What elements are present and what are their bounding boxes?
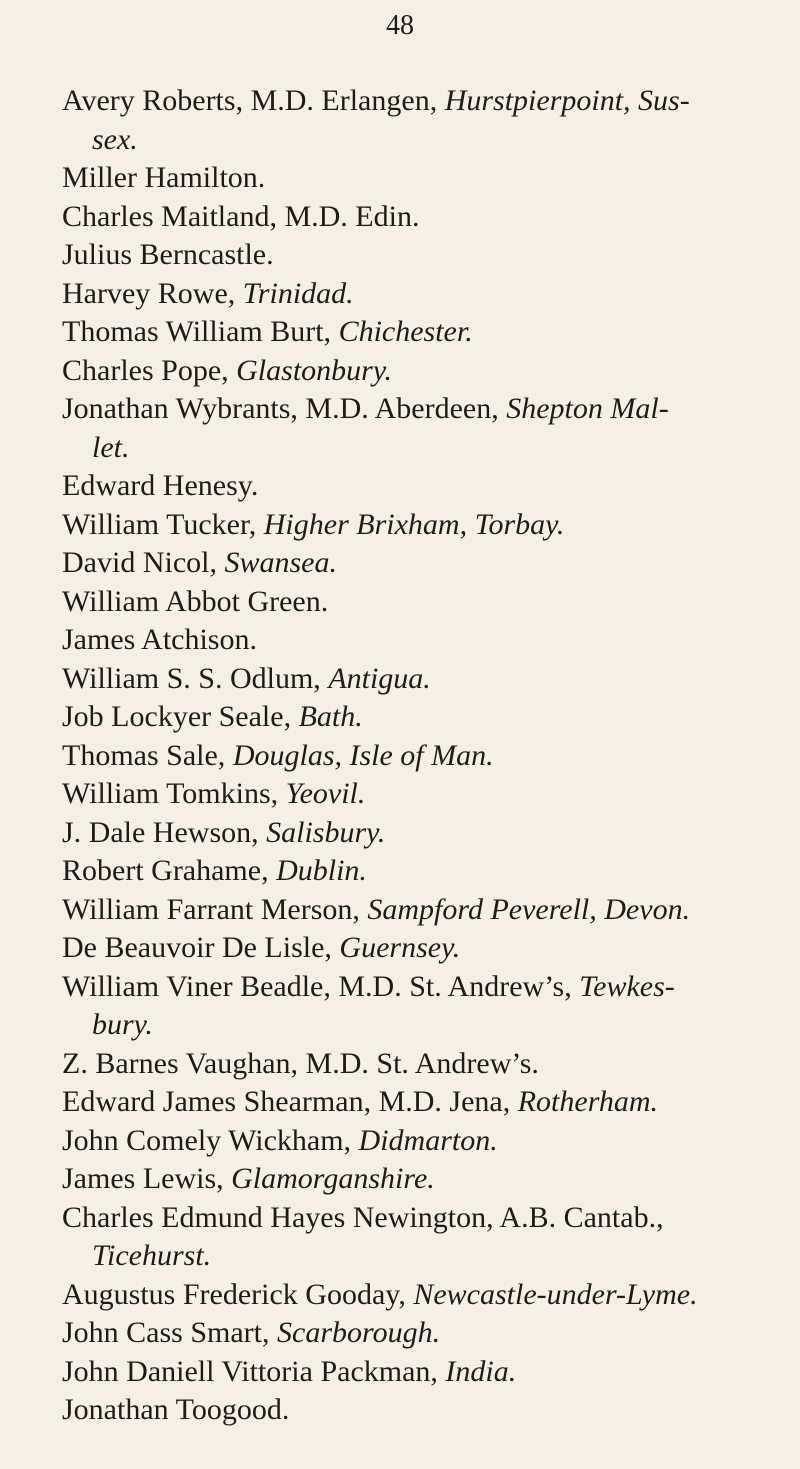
entry-name: John Cass Smart, (62, 1316, 278, 1349)
list-entry (62, 1353, 752, 1392)
entry-name: Julius Berncastle. (62, 238, 274, 271)
list-entry (62, 506, 752, 545)
list-entry (62, 583, 752, 622)
entry-line (62, 1314, 752, 1353)
entry-name: John Comely Wickham, (62, 1123, 359, 1157)
entry-line (62, 467, 752, 506)
entry-place: Guernsey. (339, 931, 461, 964)
entry-name: Charles Pope, (62, 353, 237, 387)
list-entry (62, 236, 752, 275)
entry-continuation-line (62, 1006, 752, 1045)
entry-line (62, 1122, 752, 1161)
entry-place: Trinidad. (242, 276, 354, 310)
member-list (62, 82, 752, 1430)
entry-place: Sampford Peverell, Devon. (367, 892, 691, 926)
list-entry (62, 467, 752, 506)
entry-name: James Atchison. (62, 623, 257, 656)
entry-line (62, 1083, 752, 1122)
list-entry (62, 159, 752, 198)
list-entry (62, 313, 752, 352)
entry-line (62, 660, 752, 699)
entry-name: Jonathan Wybrants, M.D. Aberdeen, (62, 392, 507, 425)
list-entry (62, 814, 752, 853)
entry-name: Job Lockyer Seale, (62, 700, 299, 733)
list-entry (62, 352, 752, 391)
list-entry (62, 1199, 752, 1276)
entry-place: Hurstpierpoint, Sus- (444, 84, 690, 117)
entry-place-cont: sex. (92, 122, 138, 156)
entry-place: Glastonbury. (236, 353, 392, 387)
entry-name: Jonathan Toogood. (62, 1393, 290, 1426)
entry-line (62, 737, 752, 776)
list-entry (62, 1276, 752, 1315)
entry-place: Glamorganshire. (231, 1162, 435, 1195)
entry-line (62, 544, 752, 583)
entry-name: De Beauvoir De Lisle, (62, 931, 340, 964)
entry-place: Douglas, Isle of Man. (232, 738, 494, 772)
entry-place: Swansea. (224, 546, 337, 579)
entry-name: William Viner Beadle, M.D. St. Andrew’s, (62, 969, 580, 1003)
entry-name: Thomas William Burt, (62, 315, 339, 348)
entry-line (62, 929, 752, 968)
entry-line (62, 968, 752, 1007)
list-entry (62, 390, 752, 467)
list-entry (62, 275, 752, 314)
list-entry (62, 968, 752, 1045)
entry-place: Rotherham. (517, 1085, 658, 1118)
entry-line (62, 313, 752, 352)
list-entry (62, 1122, 752, 1161)
entry-continuation-line (62, 429, 752, 468)
entry-name: James Lewis, (62, 1162, 232, 1195)
entry-place: Tewkes- (579, 969, 675, 1003)
entry-line (62, 159, 752, 198)
list-entry (62, 1391, 752, 1430)
list-entry (62, 891, 752, 930)
entry-line (62, 814, 752, 853)
entry-name: Miller Hamilton. (62, 161, 266, 194)
entry-place: Shepton Mal- (506, 392, 669, 425)
entry-line (62, 1160, 752, 1199)
list-entry (62, 737, 752, 776)
entry-name: Robert Grahame, (62, 854, 277, 887)
entry-place-cont: bury. (92, 1008, 153, 1041)
entry-name: William Farrant Merson, (62, 892, 368, 926)
entry-name: Avery Roberts, M.D. Erlangen, (62, 84, 445, 117)
entry-place: Yeovil. (285, 777, 366, 810)
entry-name: William Tomkins, (62, 777, 286, 810)
entry-line (62, 198, 752, 237)
list-entry (62, 775, 752, 814)
entry-name: J. Dale Hewson, (62, 815, 267, 849)
entry-place: Scarborough. (277, 1316, 441, 1349)
entry-name: Harvey Rowe, (62, 276, 243, 310)
list-entry (62, 660, 752, 699)
list-entry (62, 621, 752, 660)
entry-line (62, 275, 752, 314)
entry-line (62, 506, 752, 545)
list-entry (62, 544, 752, 583)
entry-line (62, 390, 752, 429)
page-number: 48 (386, 10, 414, 41)
entry-line (62, 352, 752, 391)
entry-name: William Abbot Green. (62, 584, 329, 618)
entry-line (62, 236, 752, 275)
entry-place: Chichester. (338, 315, 473, 348)
entry-name: William S. S. Odlum, (62, 661, 329, 695)
entry-name: John Daniell Vittoria Packman, (62, 1354, 446, 1388)
list-entry (62, 1160, 752, 1199)
entry-place: Newcastle-under-Lyme. (413, 1277, 698, 1311)
entry-continuation-line (62, 1237, 752, 1276)
list-entry (62, 1314, 752, 1353)
entry-continuation-line (62, 121, 752, 160)
list-entry (62, 1083, 752, 1122)
entry-place-cont: Ticehurst. (92, 1239, 212, 1272)
entry-line (62, 1353, 752, 1392)
entry-line (62, 775, 752, 814)
entry-place: Bath. (298, 700, 363, 733)
entry-line (62, 1391, 752, 1430)
entry-line (62, 621, 752, 660)
list-entry (62, 1045, 752, 1084)
entry-place: Salisbury. (266, 815, 386, 849)
entry-name: Thomas Sale, (62, 738, 233, 772)
entry-name: Augustus Frederick Gooday, (62, 1277, 414, 1311)
entry-place: India. (445, 1354, 517, 1388)
entry-line (62, 1045, 752, 1084)
entry-line (62, 698, 752, 737)
entry-line (62, 891, 752, 930)
list-entry (62, 82, 752, 159)
entry-line (62, 82, 752, 121)
entry-line (62, 1276, 752, 1315)
entry-name: Charles Edmund Hayes Newington, A.B. Cantab., (62, 1200, 664, 1234)
entry-name: Z. Barnes Vaughan, M.D. St. Andrew’s. (62, 1046, 539, 1080)
entry-name: Edward Henesy. (62, 469, 259, 502)
list-entry (62, 198, 752, 237)
entry-name: Charles Maitland, M.D. Edin. (62, 199, 420, 233)
entry-place: Antigua. (328, 661, 431, 695)
list-entry (62, 852, 752, 891)
entry-place-cont: let. (92, 430, 130, 464)
entry-line (62, 1199, 752, 1238)
list-entry (62, 929, 752, 968)
list-entry (62, 698, 752, 737)
entry-place: Higher Brixham, Torbay. (263, 507, 565, 541)
entry-name: William Tucker, (62, 507, 264, 541)
entry-line (62, 583, 752, 622)
entry-place: Didmarton. (358, 1123, 498, 1157)
entry-name: Edward James Shearman, M.D. Jena, (62, 1085, 518, 1118)
entry-place: Dublin. (276, 854, 367, 887)
entry-line (62, 852, 752, 891)
entry-name: David Nicol, (62, 546, 225, 579)
